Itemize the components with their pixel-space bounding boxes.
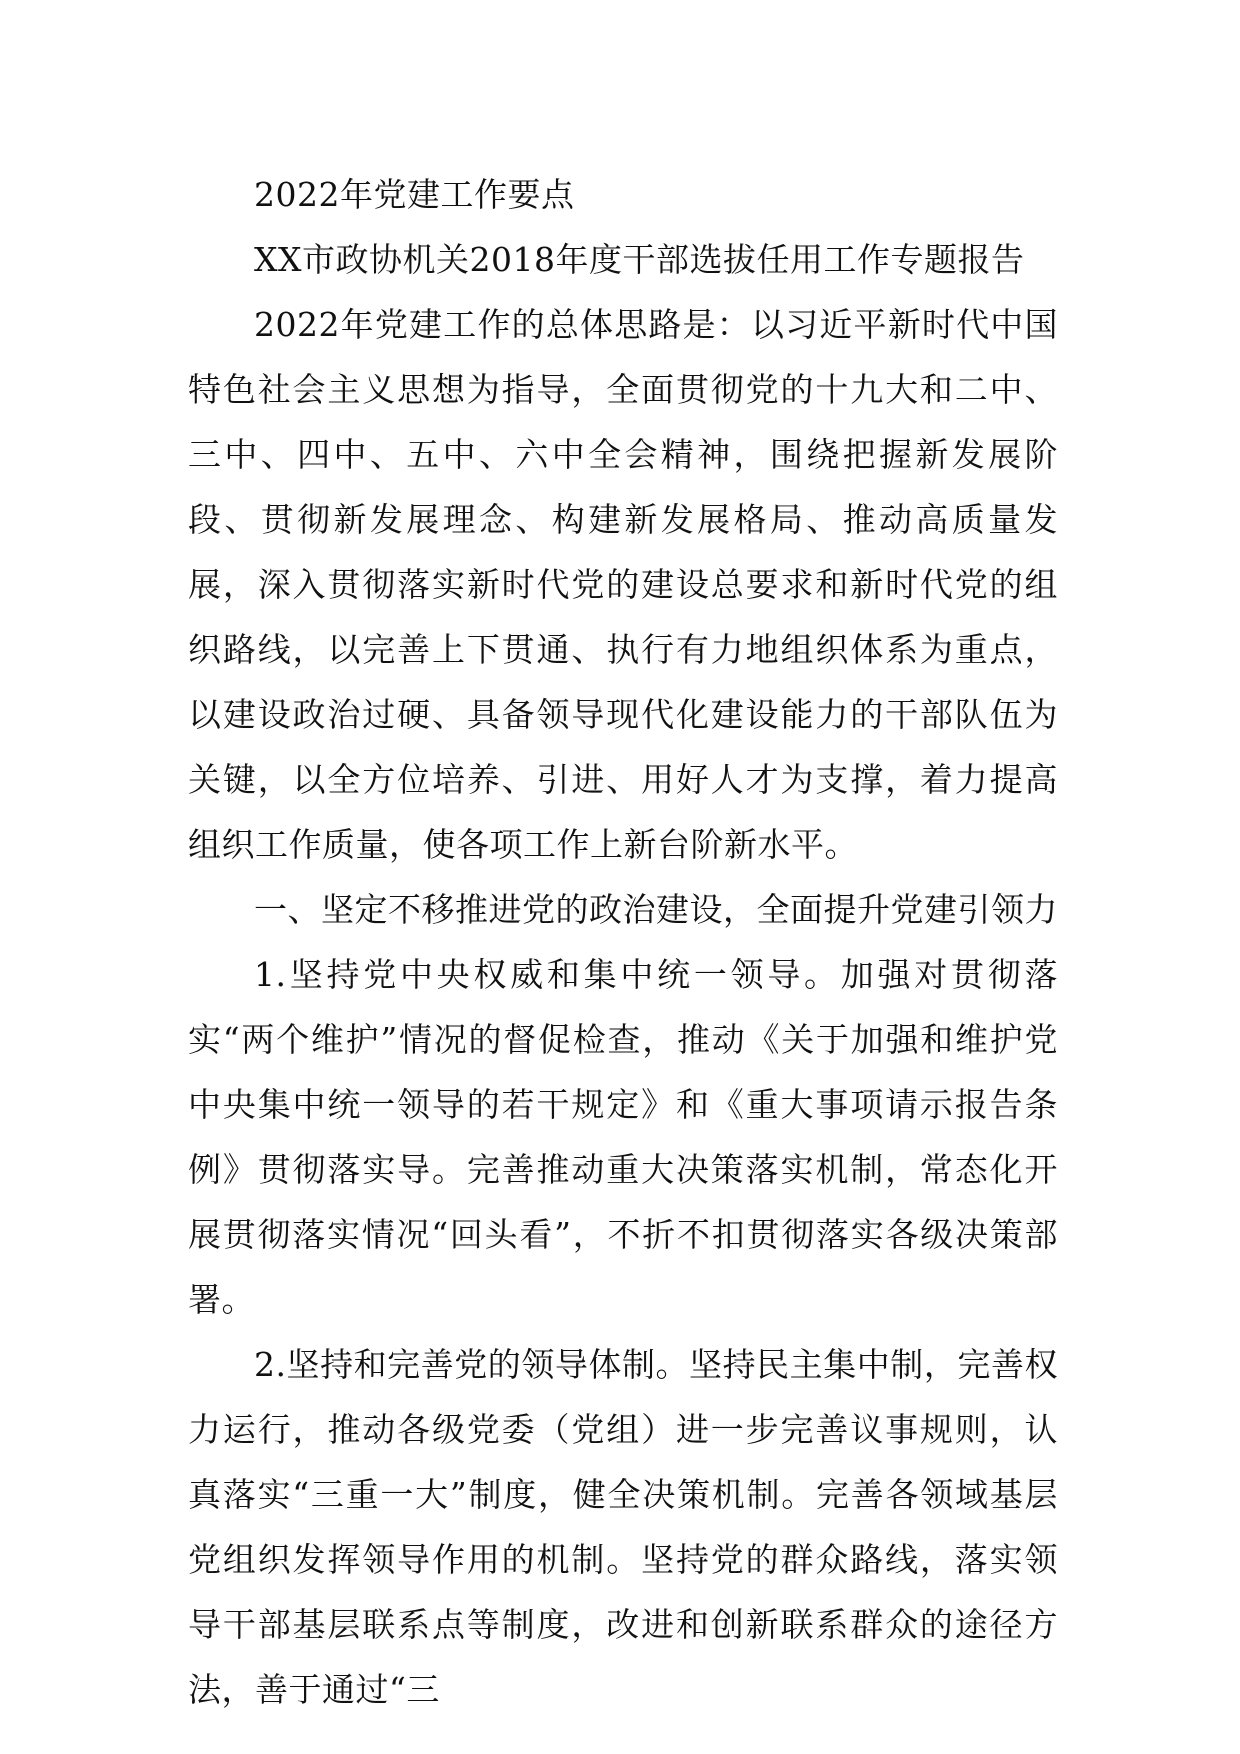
document-subtitle: XX市政协机关2018年度干部选拔任用工作专题报告 [254,240,1025,279]
paragraph-item-1: 1.坚持党中央权威和集中统一领导。加强对贯彻落实“两个维护”情况的督促检查，推动《关于加强和维护党中央集中统一领导的若干规定》和《重大事项请示报告条例》贯彻落实导。完善推动重大决策落实机制，常态化开展贯彻落实情况“回头看”，不折不扣贯彻落实各级决策部署。 [188,955,1058,1319]
document-title: 2022年党建工作要点 [254,175,575,214]
document-body [188,162,1058,1722]
section-heading-1: 一、坚定不移推进党的政治建设，全面提升党建引领力 [254,890,1058,929]
paragraph-overall-approach: 2022年党建工作的总体思路是：以习近平新时代中国特色社会主义思想为指导，全面贯彻党的十九大和二中、三中、四中、五中、六中全会精神，围绕把握新发展阶段、贯彻新发展理念、构建新发展格局、推动高质量发展，深入贯彻落实新时代党的建设总要求和新时代党的组织路线，以完善上下贯通、执行有力地组织体系为重点，以建设政治过硬、具备领导现代化建设能力的干部队伍为关键，以全方位培养、引进、用好人才为支撑，着力提高组织工作质量，使各项工作上新台阶新水平。 [188,305,1058,864]
paragraph-item-2: 2.坚持和完善党的领导体制。坚持民主集中制，完善权力运行，推动各级党委（党组）进一步完善议事规则，认真落实“三重一大”制度，健全决策机制。完善各领域基层党组织发挥领导作用的机制。坚持党的群众路线，落实领导干部基层联系点等制度，改进和创新联系群众的途径方法，善于通过“三 [188,1345,1058,1709]
